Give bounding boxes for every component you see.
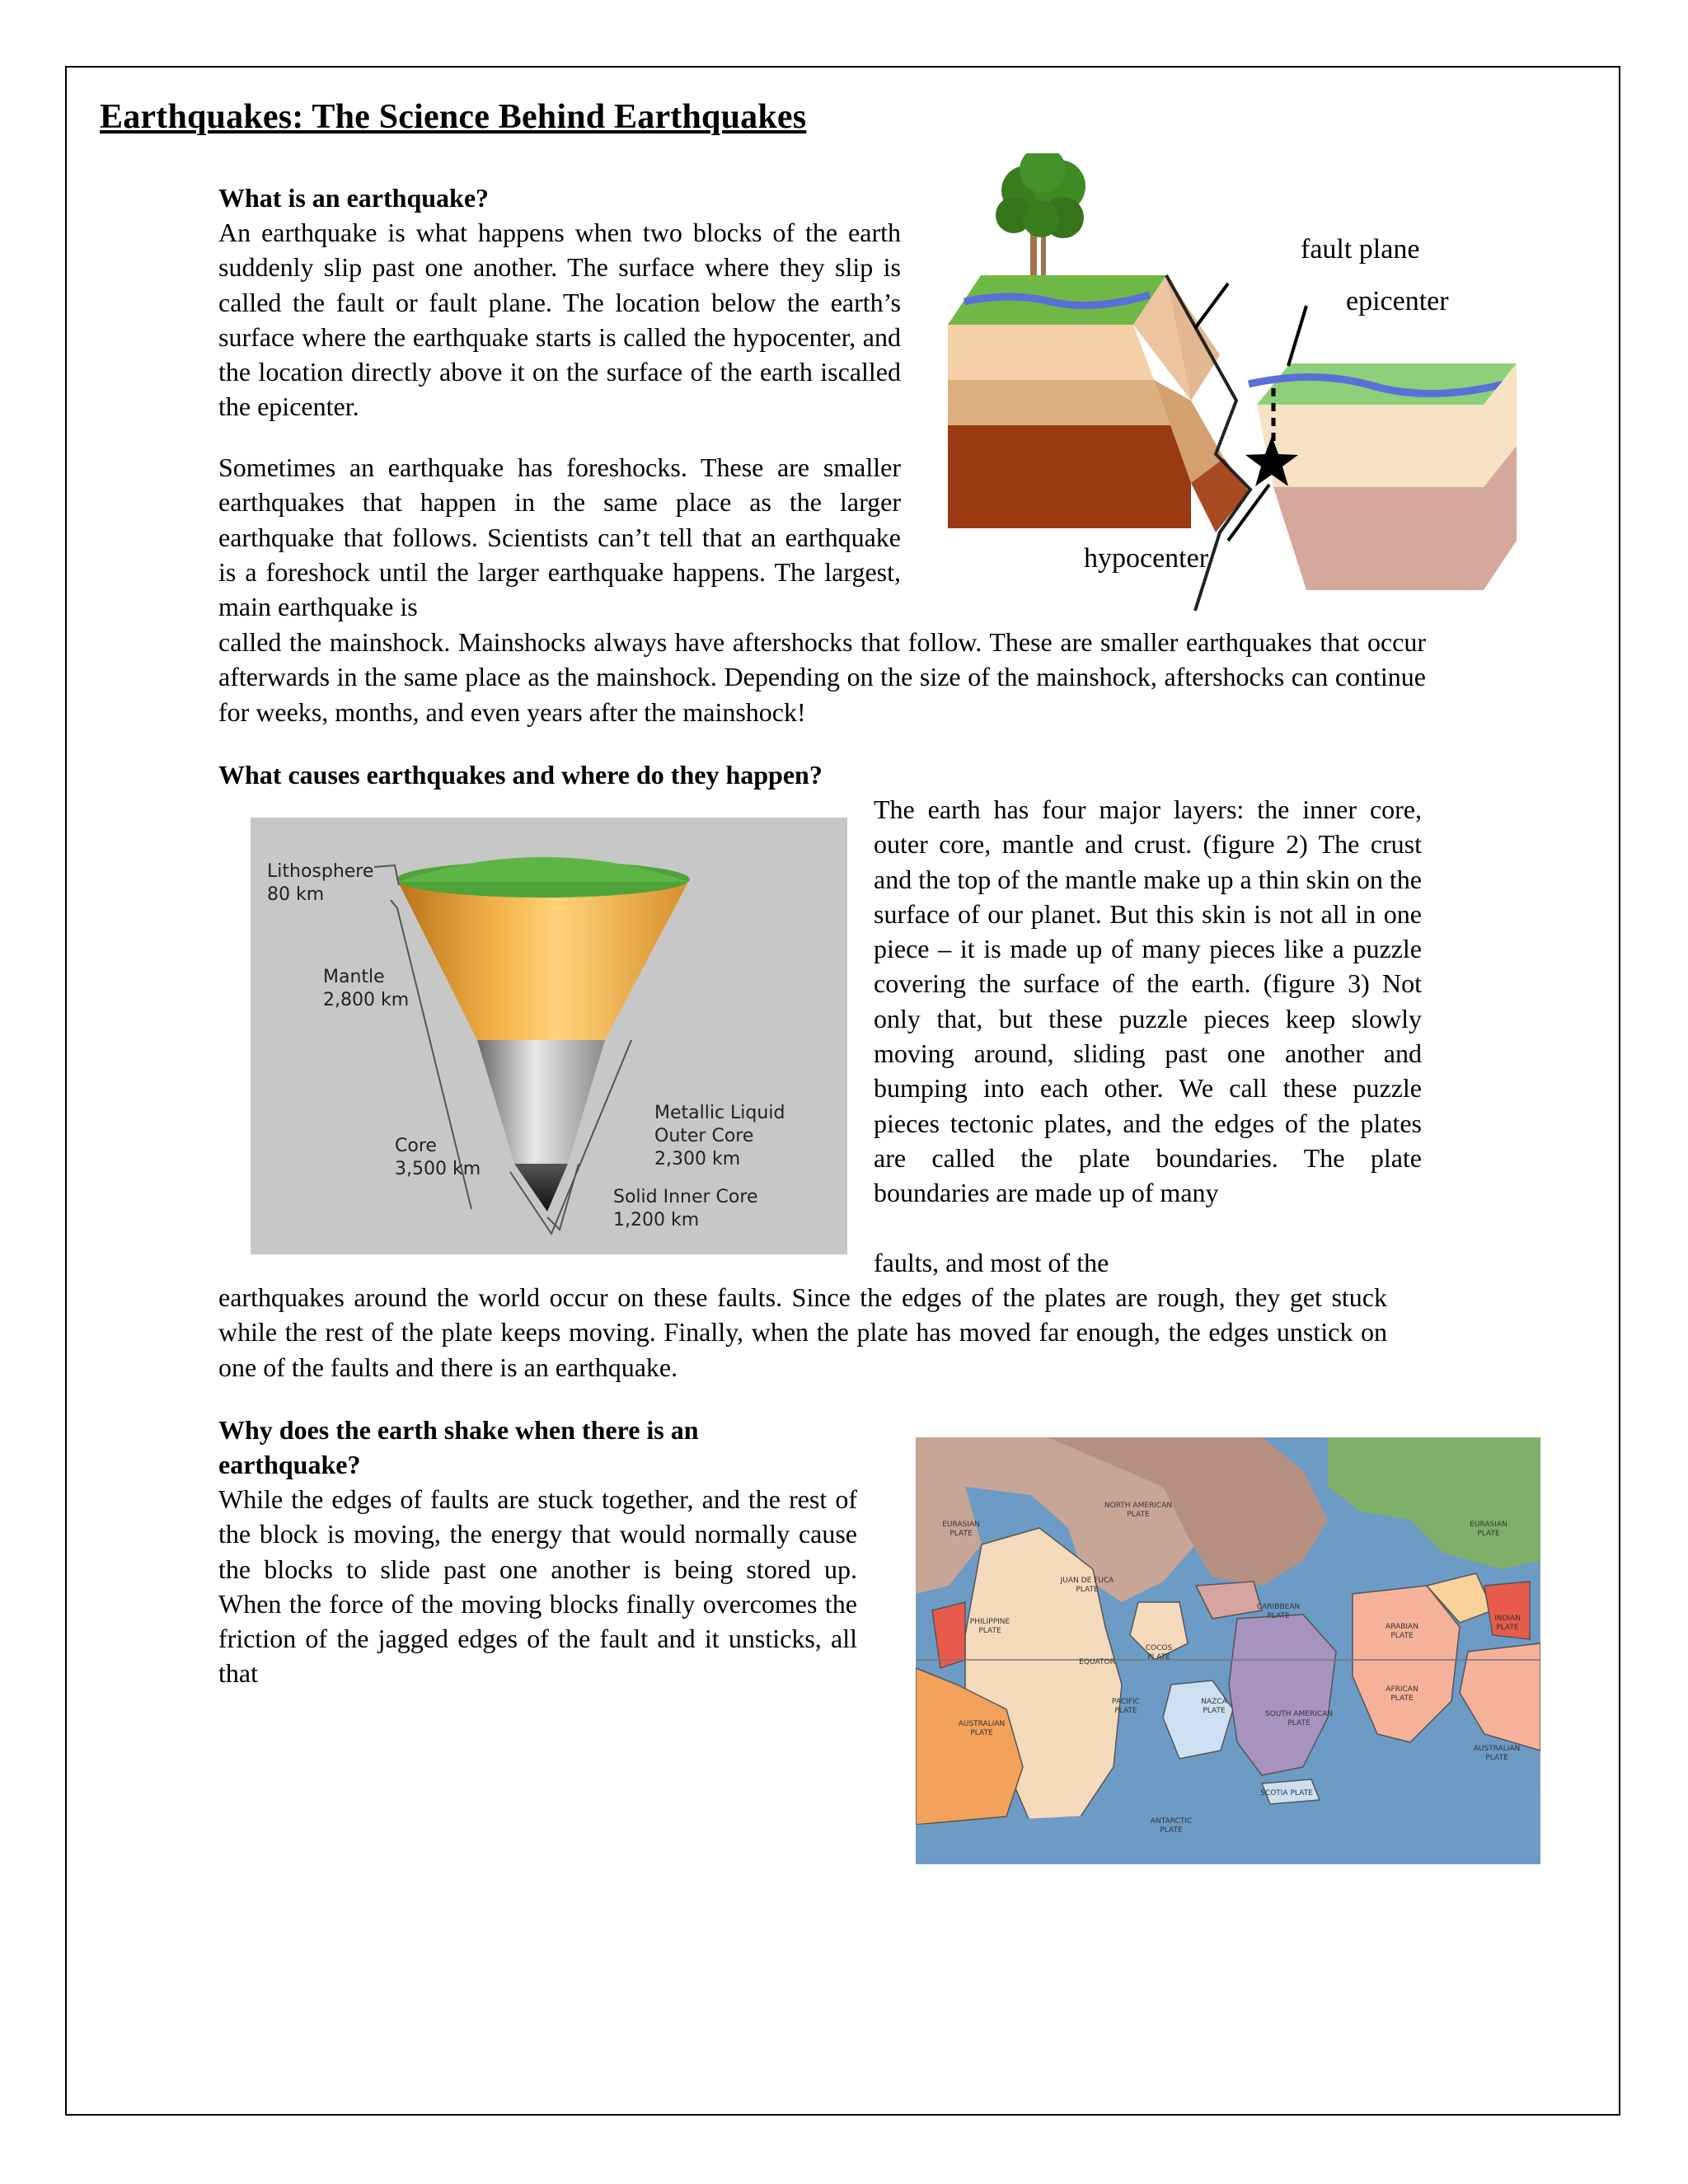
label-fault-plane: fault plane [1301, 234, 1420, 265]
label-lithosphere-km: 80 km [267, 884, 325, 905]
label-hypocenter: hypocenter [1084, 543, 1209, 574]
tree-illustration [996, 153, 1085, 281]
label-australian-w-2: PLATE [970, 1729, 993, 1737]
label-outer-core-2: Outer Core [654, 1126, 754, 1146]
label-australian-e-1: AUSTRALIAN [1473, 1745, 1521, 1753]
label-lithosphere: Lithosphere [267, 861, 374, 882]
label-equator: EQUATOR [1079, 1658, 1115, 1666]
label-mantle-km: 2,800 km [323, 990, 410, 1010]
label-indian-1: INDIAN [1494, 1615, 1521, 1623]
label-core: Core [395, 1136, 437, 1156]
label-nazca-1: NAZCA [1201, 1698, 1227, 1706]
label-core-km: 3,500 km [395, 1159, 481, 1179]
label-african-2: PLATE [1390, 1694, 1414, 1703]
paragraph-earth-layers-tail: faults, and most of the [874, 1248, 1109, 1277]
label-south-american-1: SOUTH AMERICAN [1264, 1710, 1334, 1718]
label-cocos-1: COCOS [1145, 1644, 1173, 1652]
label-south-american-2: PLATE [1287, 1719, 1311, 1727]
label-eurasian-w-1: EURASIAN [942, 1521, 980, 1529]
label-juan-de-fuca-2: PLATE [1076, 1586, 1099, 1594]
paragraph-earth-layers: The earth has four major layers: the inner core, outer core, mantle and crust. (figure 2) The crust and the top of the mantle make up a thin skin on the surface of our planet. But this skin is not all in one piece – it is made up of many pieces like a puzzle covering the surface of the earth. (figure 3) Not only that, but these puzzle pieces keep slowly moving around, sliding past one another and bumping into each other. We call these puzzle pieces tectonic plates, and the edges of the plates are called the plate boundaries. The plate boundaries are made up of many [874, 794, 1422, 1208]
heading-why-shake-line2: earthquake? [218, 1450, 361, 1479]
label-mantle: Mantle [323, 967, 385, 987]
label-pacific-2: PLATE [1114, 1707, 1137, 1715]
paragraph-mainshock: called the mainshock. Mainshocks always have aftershocks that follow. These are smaller earthquakes that occur afterwards in the same place as the mainshock. Depending on the size of the mainshock, aftershocks can continue for weeks, months, and even years after the mainshock! [218, 627, 1426, 727]
label-outer-core-1: Metallic Liquid [654, 1103, 785, 1123]
label-inner-core: Solid Inner Core [613, 1187, 758, 1207]
label-eurasian-e-1: EURASIAN [1470, 1521, 1507, 1529]
label-inner-core-km: 1,200 km [613, 1210, 700, 1230]
label-cocos-2: PLATE [1147, 1653, 1170, 1661]
label-philippine-2: PLATE [978, 1627, 1001, 1635]
label-epicenter: epicenter [1346, 286, 1449, 316]
paragraph-what-is-earthquake: An earthquake is what happens when two blocks of the earth suddenly slip past one another. The surface where they slip is called the fault or fault plane. The location below the earth’s surface where the earthquake starts is called the hypocenter, and the location directly above it on the surface of the earth iscalled the epicenter. [218, 218, 901, 422]
label-scotia: SCOTIA PLATE [1260, 1789, 1313, 1797]
tectonic-plates-map-figure [916, 1437, 1540, 1864]
label-arabian-1: ARABIAN [1386, 1623, 1418, 1631]
heading-why-shake-line1: Why does the earth shake when there is an [218, 1415, 699, 1445]
label-australian-e-2: PLATE [1485, 1754, 1508, 1762]
label-arabian-2: PLATE [1390, 1632, 1414, 1640]
fault-diagram-figure [944, 153, 1521, 611]
label-eurasian-e-2: PLATE [1477, 1530, 1500, 1538]
label-antarctic-2: PLATE [1160, 1826, 1183, 1835]
label-indian-2: PLATE [1496, 1624, 1519, 1632]
label-african-1: AFRICAN [1386, 1685, 1418, 1694]
label-nazca-2: PLATE [1203, 1707, 1226, 1715]
label-caribbean-1: CARIBBEAN [1256, 1603, 1301, 1611]
label-philippine-1: PHILIPPINE [969, 1618, 1010, 1626]
label-juan-de-fuca-1: JUAN DE FUCA [1060, 1577, 1114, 1585]
page-title: Earthquakes: The Science Behind Earthquakes [100, 98, 807, 136]
label-north-american-1: NORTH AMERICAN [1104, 1502, 1173, 1510]
label-caribbean-2: PLATE [1267, 1612, 1290, 1620]
label-outer-core-km: 2,300 km [654, 1149, 741, 1169]
label-australian-w-1: AUSTRALIAN [958, 1720, 1006, 1728]
paragraph-plate-edges: earthquakes around the world occur on these faults. Since the edges of the plates are rough, they get stuck while the rest of the plate keeps moving. Finally, when the plate has moved far enough, the edges unstick on one of the faults and there is an earthquake. [218, 1282, 1387, 1382]
paragraph-why-shake: While the edges of faults are stuck together, and the rest of the block is moving, the energy that would normally cause the blocks to slide past one another is being stored up. When the force of the moving blocks finally overcomes the friction of the jagged edges of the fault and it unsticks, all that [218, 1484, 857, 1689]
paragraph-foreshocks: Sometimes an earthquake has foreshocks. These are smaller earthquakes that happen in the same place as the larger earthquake that follows. Scientists can’t tell that an earthquake is a foreshock until the larger earthquake happens. The largest, main earthquake is [218, 452, 901, 622]
heading-causes: What causes earthquakes and where do they happen? [218, 760, 823, 790]
earth-layers-figure [251, 818, 847, 1254]
label-pacific-1: PACIFIC [1112, 1698, 1140, 1706]
label-north-american-2: PLATE [1127, 1511, 1150, 1519]
label-antarctic-1: ANTARCTIC [1150, 1817, 1193, 1825]
label-eurasian-w-2: PLATE [950, 1530, 973, 1538]
heading-what-is-earthquake: What is an earthquake? [218, 183, 490, 213]
